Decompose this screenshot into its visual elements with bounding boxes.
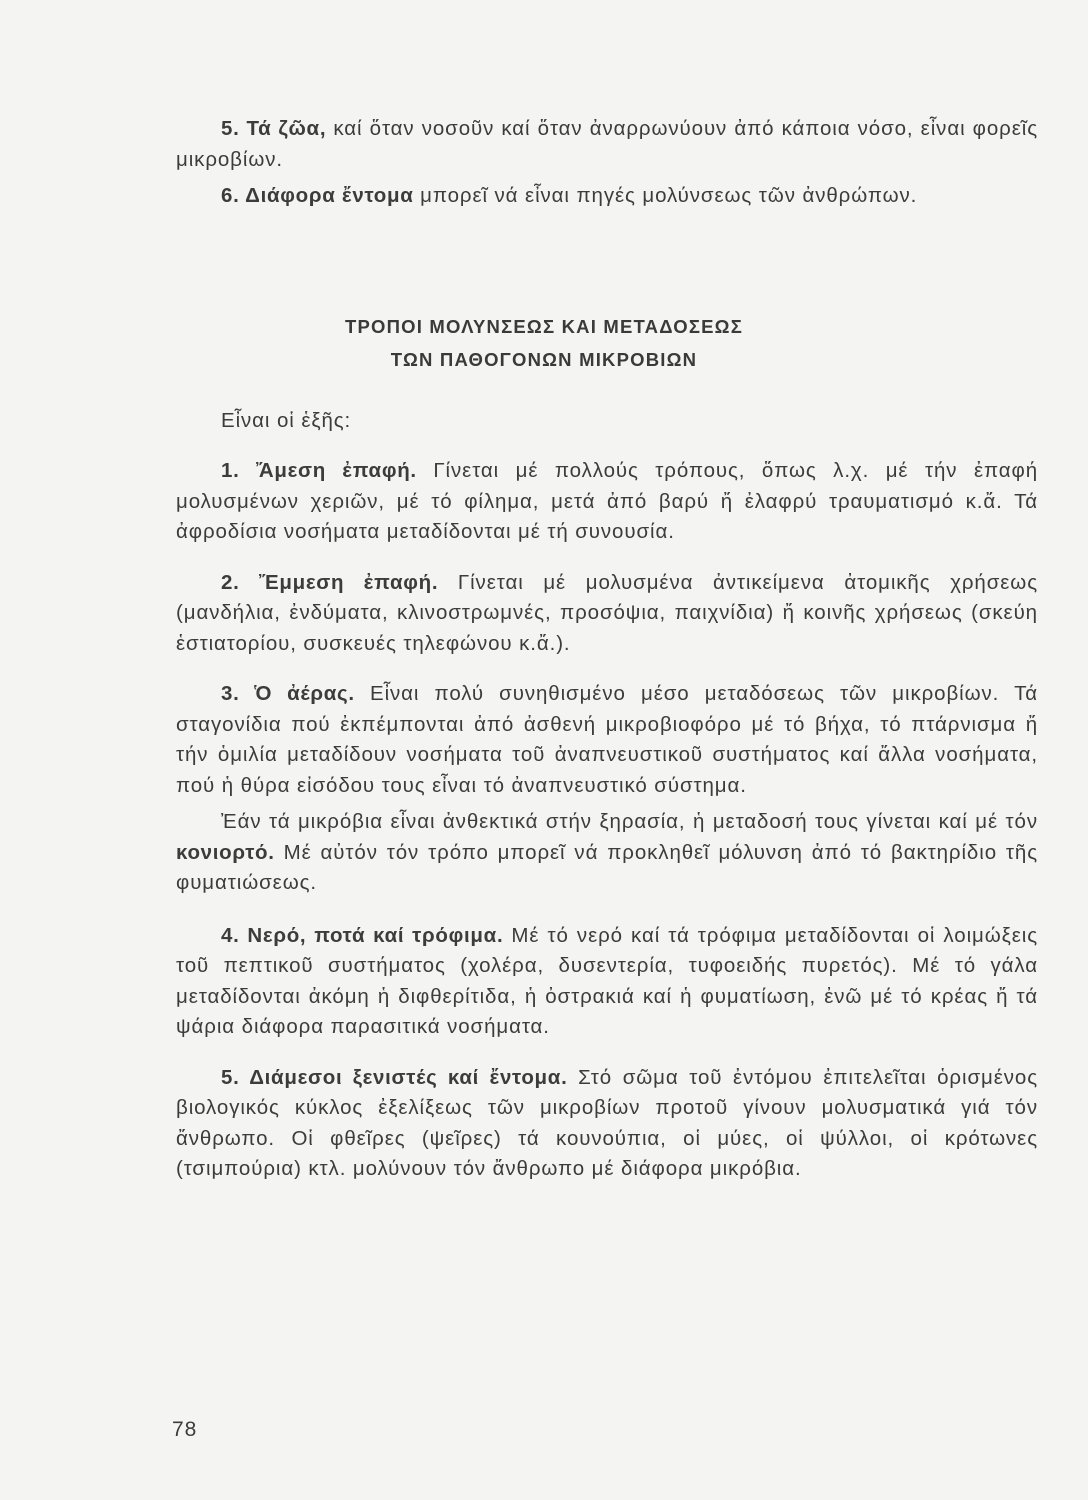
dust-text-before: Ἐάν τά μικρόβια εἶναι ἀνθεκτικά στήν ξηρασία, ἡ μεταδοσή τους γίνεται καί μέ τόν	[221, 810, 1038, 833]
item-text: καί ὅταν νοσοῦν καί ὅταν ἀναρρωνύουν ἀπό κάποια νόσο, εἶναι φορεῖς μικροβίων.	[176, 117, 1038, 171]
item-label: 6. Διάφορα ἔντομα	[221, 184, 414, 207]
item-text: Γίνεται μέ μολυσμένα ἀντικείμενα ἀτομικῆς χρήσεως (μανδήλια, ἐνδύματα, κλινοστρωμνές, προσόψια, παιχνίδια) ἤ κοινῆς χρήσεως (σκεύη ἑστιατορίου, συσκευές τηλεφώνου κ.ἄ.).	[176, 570, 1038, 655]
page-number: 78	[172, 1418, 198, 1441]
dust-text-after: Μέ αὐτόν τόν τρόπο μπορεῖ νά προκληθεῖ μόλυνση ἀπό τό βακτηρίδιο τῆς φυματιώσεως.	[176, 840, 1038, 894]
item-label: 1. Ἄμεση ἐπαφή.	[221, 459, 417, 482]
item-text: Γίνεται μέ πολλούς τρόπους, ὅπως λ.χ. μέ τήν ἐπαφή μολυσμένων χεριῶν, μέ τό φίλημα, μετά ἀπό βαρύ ἤ ἐλαφρύ τραυματισμό κ.ἄ. Τά ἀφροδίσια νοσήματα μεταδίδονται μέ τή συνουσία.	[176, 459, 1039, 543]
item-label: 5. Τά ζῶα,	[221, 117, 327, 140]
list-item	[176, 456, 1038, 548]
item-label: 5. Διάμεσοι ξενιστές καί ἔντομα.	[221, 1065, 568, 1089]
section-title-line-1: ΤΡΟΠΟΙ ΜΟΛΥΝΣΕΩΣ ΚΑΙ ΜΕΤΑΔΟΣΕΩΣ	[344, 316, 744, 337]
list-item	[176, 181, 1038, 212]
items-first	[176, 456, 1038, 1185]
item-text: Στό σῶμα τοῦ ἐντόμου ἐπιτελεῖται ὁρισμένος βιολογικός κύκλος ἐξελίξεως τῶν μικροβίων προτοῦ γίνουν μολυσματικά γιά τόν ἄνθρωπο. Οἱ φθεῖρες (ψεῖρες) τά κουνούπια, οἱ μύες, οἱ ψύλλοι, οἱ κρότωνες (τσιμπούρια) κτλ. μολύνουν τόν ἄνθρωπο μέ διάφορα μικρόβια.	[176, 1065, 1038, 1180]
intro-items	[176, 114, 1038, 212]
list-item	[176, 679, 1038, 801]
item-label: 4. Νερό, ποτά καί τρόφιμα.	[221, 923, 504, 947]
dust-paragraph	[176, 807, 1038, 899]
lead-text: Εἶναι οἱ ἑξῆς:	[221, 409, 352, 432]
list-item	[176, 568, 1038, 660]
list-item	[176, 1063, 1038, 1185]
list-item	[176, 114, 1038, 175]
item-label: 3. Ὁ ἀέρας.	[221, 682, 355, 705]
item-label: 2. Ἔμμεση ἐπαφή.	[221, 570, 439, 594]
item-text: Εἶναι πολύ συνηθισμένο μέσο μεταδόσεως τῶν μικροβίων. Τά σταγονίδια πού ἐκπέμπονται ἀπό ἀσθενή μικροβιοφόρο μέ τό βήχα, τό πτάρνισμα ἤ τήν ὁμιλία μεταδίδουν νοσήματα τοῦ ἀναπνευστικοῦ συστήματος καί ἄλλα νοσήματα, πού ἡ θύρα εἰσόδου τους εἶναι τό ἀναπνευστικό σύστημα.	[176, 682, 1038, 797]
item-text: μπορεῖ νά εἶναι πηγές μολύνσεως τῶν ἀνθρώπων.	[413, 184, 918, 207]
section-lead	[176, 406, 1038, 437]
dust-term: κονιορτό.	[176, 840, 275, 864]
list-item	[176, 921, 1038, 1043]
item-text: Μέ τό νερό καί τά τρόφιμα μεταδίδονται οἱ λοιμώξεις τοῦ πεπτικοῦ συστήματος (χολέρα, δυσεντερία, τυφοειδής πυρετός). Μέ τό γάλα μεταδίδονται ἀκόμη ἡ διφθερίτιδα, ἡ ὀστρακιά καί ἡ φυματίωση, ἐνῶ μέ τό κρέας ἤ τά ψάρια διάφορα παρασιτικά νοσήματα.	[176, 923, 1039, 1038]
section-title-line-2: ΤΩΝ ΠΑΘΟΓΟΝΩΝ ΜΙΚΡΟΒΙΩΝ	[390, 349, 698, 370]
